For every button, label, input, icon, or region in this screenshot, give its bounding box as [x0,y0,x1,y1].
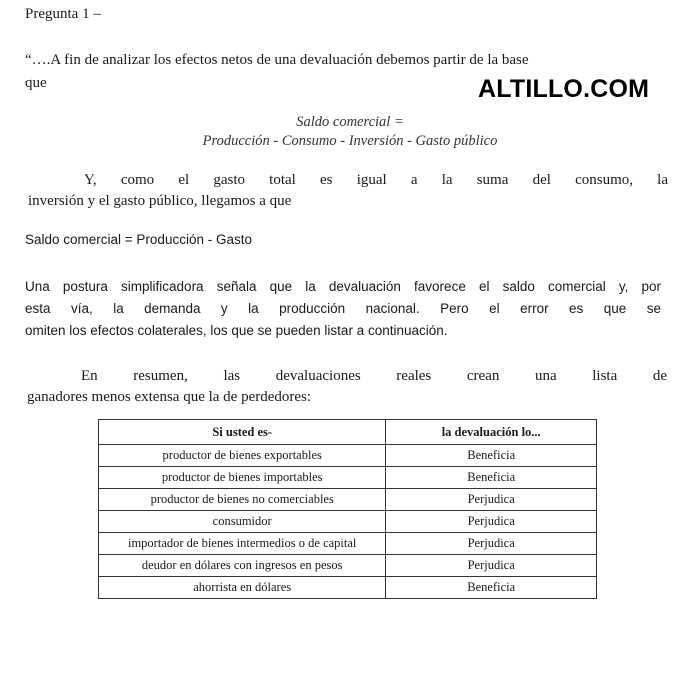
table-row [99,511,597,533]
paragraph-gasto-total [28,170,668,212]
table-row [99,577,597,599]
table-cell-effect: Perjudica [386,555,597,577]
paragraph-resumen-line-2: ganadores menos extensa que la de perdedores: [27,389,312,405]
formula-line-2: Producción - Consumo - Inversión - Gasto público [202,133,498,149]
equation-saldo: Saldo comercial = Producción - Gasto [25,232,252,247]
intro-line-1: “….A fin de analizar los efectos netos de una devaluación debemos partir de la base [25,52,529,68]
table-row [99,555,597,577]
table-cell-agent: productor de bienes no comerciables [99,489,386,511]
table-row [99,489,597,511]
formula-line-1 [0,114,700,131]
paragraph-postura-line-2: esta vía, la demanda y la producción nacional. Pero el error es que se [25,301,661,316]
question-heading: Pregunta 1 – [25,6,101,22]
paragraph-resumen [27,366,667,408]
paragraph-resumen-line-1: En resumen, las devaluaciones reales crean una lista de [81,368,667,384]
table-cell-agent: ahorrista en dólares [99,577,386,599]
table-cell-effect: Beneficia [386,467,597,489]
table-cell-agent: deudor en dólares con ingresos en pesos [99,555,386,577]
brand-watermark: ALTILLO.COM [478,75,650,103]
paragraph-gasto-line-2: inversión y el gasto público, llegamos a que [28,193,292,209]
table-cell-effect: Perjudica [386,533,597,555]
table-header-devaluacion: la devaluación lo... [386,420,597,445]
table-header-si-usted-es: Si usted es- [99,420,386,445]
table-row [99,533,597,555]
table-cell-effect: Perjudica [386,489,597,511]
paragraph-postura [25,276,661,342]
table-cell-effect: Perjudica [386,511,597,533]
table-row [99,445,597,467]
table-header-row [99,420,597,445]
intro-line-2: que [25,75,47,91]
paragraph-postura-line-1: Una postura simplificadora señala que la devaluación favorece el saldo comercial y, por [25,279,661,294]
table-cell-effect: Beneficia [386,445,597,467]
table-cell-agent: productor de bienes exportables [99,445,386,467]
paragraph-gasto-line-1: Y, como el gasto total es igual a la suma del consumo, la [84,172,668,188]
table-cell-agent: productor de bienes importables [99,467,386,489]
formula-text-1: Saldo comercial = [296,114,404,130]
table-row [99,467,597,489]
paragraph-postura-line-3: omiten los efectos colaterales, los que se pueden listar a continuación. [25,323,448,338]
table-cell-agent: importador de bienes intermedios o de capital [99,533,386,555]
winners-losers-table [98,419,597,599]
table-cell-effect: Beneficia [386,577,597,599]
table-cell-agent: consumidor [99,511,386,533]
